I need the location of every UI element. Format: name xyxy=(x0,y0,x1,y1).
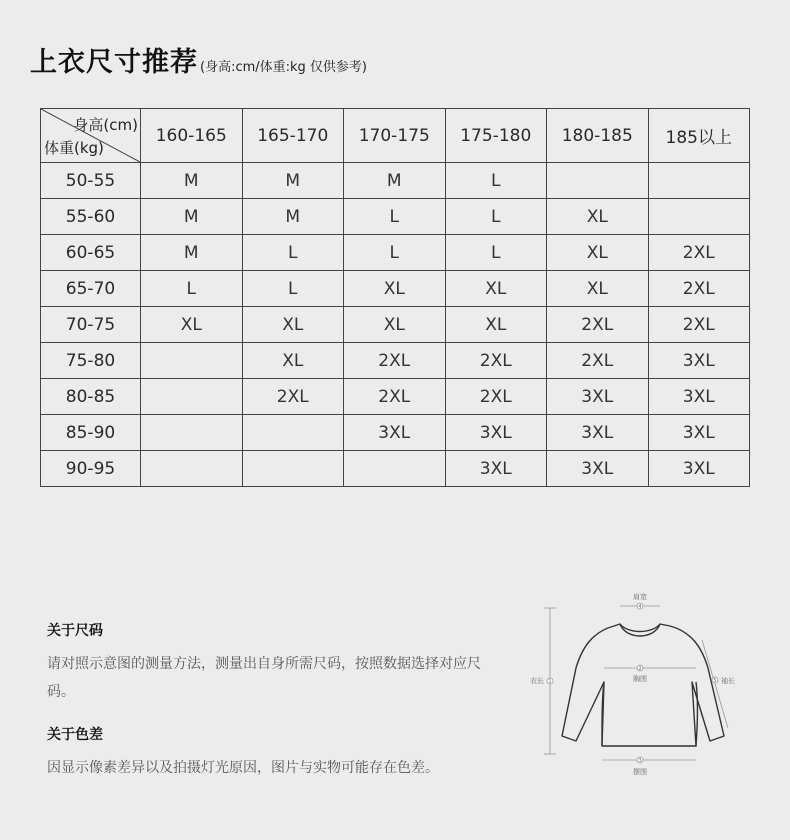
size-cell: L xyxy=(445,235,547,271)
about-color-section xyxy=(47,724,487,782)
size-cell xyxy=(242,451,344,487)
table-row xyxy=(41,271,750,307)
size-cell xyxy=(344,451,446,487)
title-sub: (身高:cm/体重:kg 仅供参考) xyxy=(200,60,368,75)
column-header: 170-175 xyxy=(344,109,446,163)
size-cell: 3XL xyxy=(648,343,750,379)
size-cell xyxy=(141,415,243,451)
size-cell: M xyxy=(141,163,243,199)
size-cell xyxy=(547,163,649,199)
size-cell: M xyxy=(242,199,344,235)
weight-cell: 60-65 xyxy=(41,235,141,271)
size-cell: 2XL xyxy=(242,379,344,415)
height-unit-label: 身高(cm) xyxy=(73,116,138,134)
column-header: 165-170 xyxy=(242,109,344,163)
size-cell: M xyxy=(344,163,446,199)
size-cell: 3XL xyxy=(648,415,750,451)
size-cell: 2XL xyxy=(648,307,750,343)
table-row xyxy=(41,199,750,235)
table-row xyxy=(41,235,750,271)
chest-label: 胸围 xyxy=(633,675,647,683)
size-cell: 2XL xyxy=(648,271,750,307)
table-body xyxy=(41,163,750,487)
about-size-text: 请对照示意图的测量方法，测量出自身所需尺码，按照数据选择对应尺码。 xyxy=(47,656,481,700)
hem-measure xyxy=(602,757,696,763)
column-header: 160-165 xyxy=(141,109,243,163)
size-cell: 3XL xyxy=(344,415,446,451)
weight-cell: 70-75 xyxy=(41,307,141,343)
size-cell: M xyxy=(242,163,344,199)
hem-number: 3 xyxy=(638,758,642,764)
size-cell: 3XL xyxy=(547,451,649,487)
size-cell: L xyxy=(344,235,446,271)
size-cell: 3XL xyxy=(648,451,750,487)
sleeve-number: 5 xyxy=(713,678,717,684)
about-size-section xyxy=(47,620,487,706)
weight-cell: 90-95 xyxy=(41,451,141,487)
about-color-heading: 关于色差 xyxy=(47,727,103,743)
corner-cell xyxy=(41,109,141,163)
column-header: 175-180 xyxy=(445,109,547,163)
weight-cell: 65-70 xyxy=(41,271,141,307)
weight-cell: 75-80 xyxy=(41,343,141,379)
size-cell: XL xyxy=(344,271,446,307)
size-cell: 2XL xyxy=(648,235,750,271)
weight-cell: 85-90 xyxy=(41,415,141,451)
size-cell: XL xyxy=(242,307,344,343)
weight-unit-label: 体重(kg) xyxy=(44,139,104,157)
table-row xyxy=(41,451,750,487)
weight-cell: 55-60 xyxy=(41,199,141,235)
page-title xyxy=(30,40,367,79)
chest-number: 2 xyxy=(638,666,642,672)
title-main: 上衣尺寸推荐 xyxy=(30,47,198,78)
size-cell: 3XL xyxy=(547,415,649,451)
size-cell: L xyxy=(242,235,344,271)
column-header: 185以上 xyxy=(648,109,750,163)
chest-measure xyxy=(604,665,696,671)
size-cell: XL xyxy=(547,271,649,307)
table-row xyxy=(41,415,750,451)
size-cell: M xyxy=(141,235,243,271)
weight-cell: 50-55 xyxy=(41,163,141,199)
size-cell: L xyxy=(344,199,446,235)
size-cell: XL xyxy=(547,235,649,271)
size-table xyxy=(40,108,750,487)
weight-cell: 80-85 xyxy=(41,379,141,415)
size-cell: M xyxy=(141,199,243,235)
size-cell: XL xyxy=(445,271,547,307)
measurement-diagram xyxy=(520,588,760,788)
hem-label: 摆围 xyxy=(633,768,647,776)
length-label: 衣长 xyxy=(530,677,544,685)
size-cell: 2XL xyxy=(344,343,446,379)
table-row xyxy=(41,379,750,415)
size-cell: XL xyxy=(547,199,649,235)
table-row xyxy=(41,163,750,199)
size-cell xyxy=(648,163,750,199)
size-cell: XL xyxy=(445,307,547,343)
size-cell xyxy=(141,379,243,415)
size-cell: 2XL xyxy=(344,379,446,415)
length-number: 1 xyxy=(548,679,552,685)
sleeve-label: 袖长 xyxy=(721,677,735,685)
shoulder-label: 肩宽 xyxy=(633,593,647,601)
size-cell: XL xyxy=(242,343,344,379)
size-cell: 3XL xyxy=(445,415,547,451)
size-cell: L xyxy=(141,271,243,307)
size-cell: 3XL xyxy=(547,379,649,415)
shoulder-number: 4 xyxy=(638,604,642,610)
size-cell xyxy=(242,415,344,451)
shirt-outline xyxy=(562,624,724,746)
size-cell xyxy=(141,343,243,379)
table-row xyxy=(41,343,750,379)
size-cell: L xyxy=(445,163,547,199)
size-cell: 2XL xyxy=(547,343,649,379)
header-row xyxy=(41,109,750,163)
column-header: 180-185 xyxy=(547,109,649,163)
size-cell xyxy=(648,199,750,235)
about-color-text: 因显示像素差异以及拍摄灯光原因，图片与实物可能存在色差。 xyxy=(47,760,439,776)
size-cell: L xyxy=(242,271,344,307)
size-cell: 3XL xyxy=(648,379,750,415)
size-cell xyxy=(141,451,243,487)
size-cell: 2XL xyxy=(547,307,649,343)
size-cell: XL xyxy=(344,307,446,343)
size-cell: 2XL xyxy=(445,379,547,415)
table-row xyxy=(41,307,750,343)
size-cell: 3XL xyxy=(445,451,547,487)
size-cell: L xyxy=(445,199,547,235)
about-size-heading: 关于尺码 xyxy=(47,623,103,639)
size-cell: XL xyxy=(141,307,243,343)
size-cell: 2XL xyxy=(445,343,547,379)
